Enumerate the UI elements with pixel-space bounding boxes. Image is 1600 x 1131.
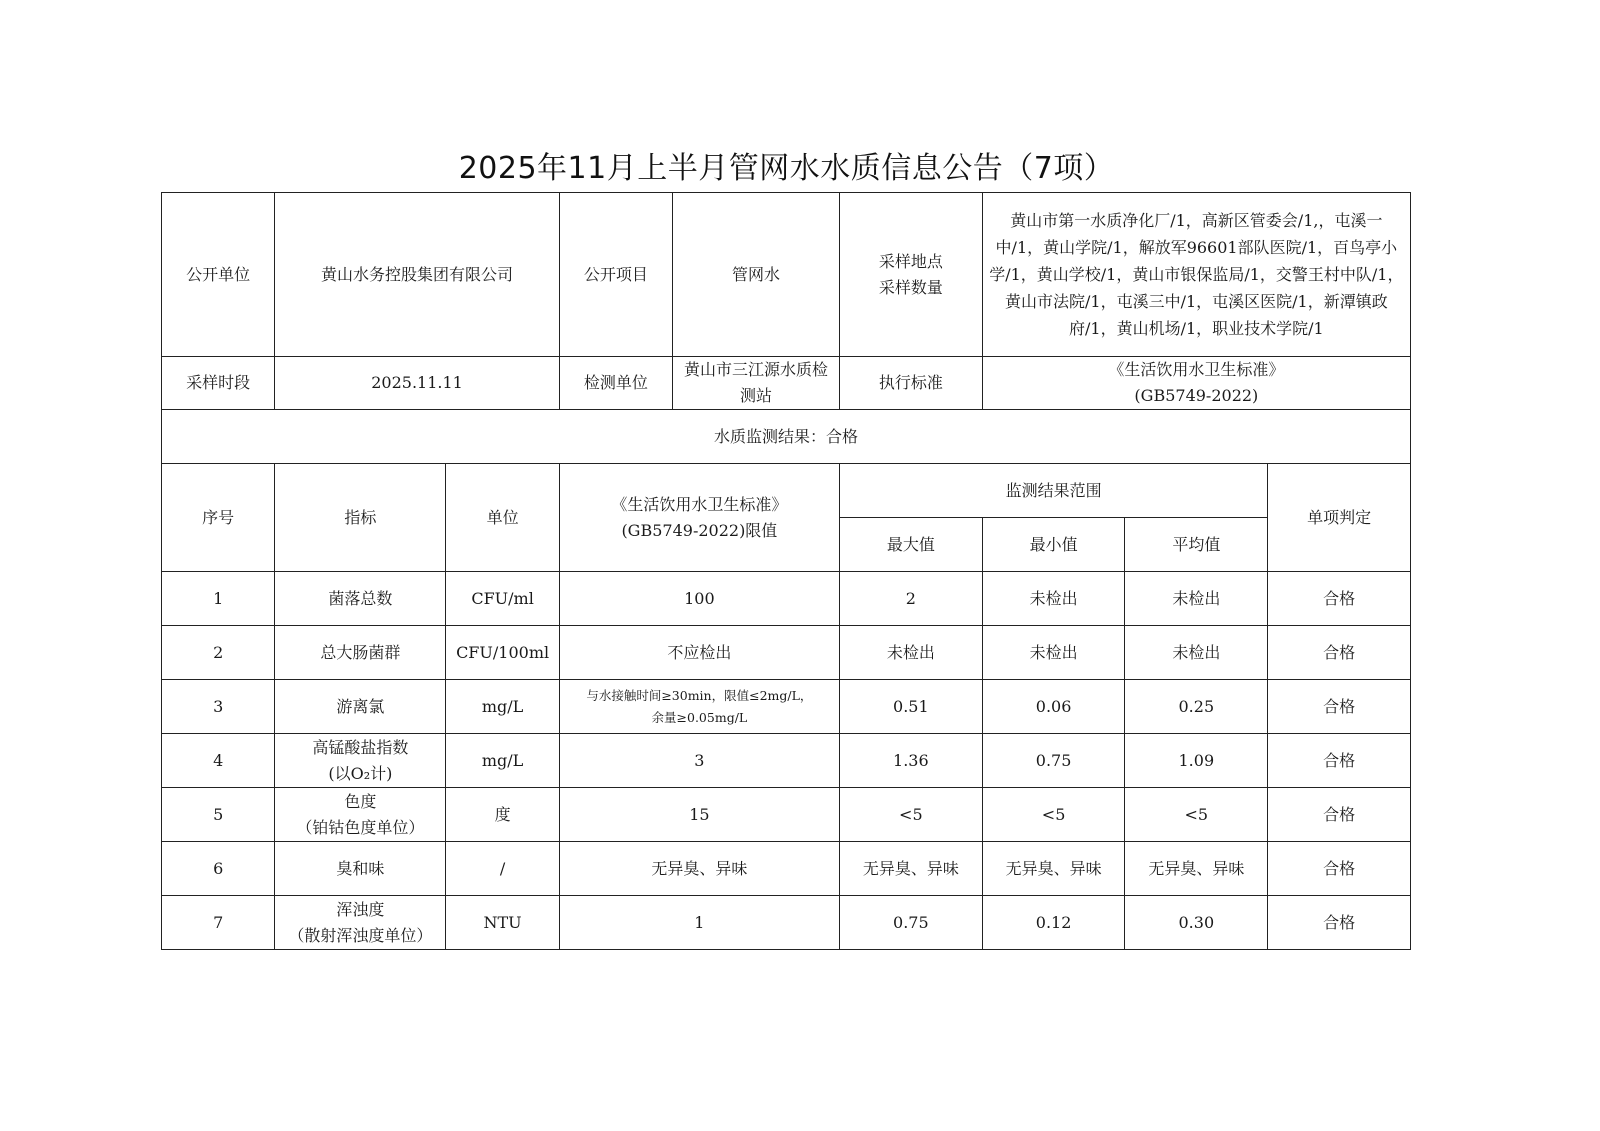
row-judgement: 合格: [1268, 734, 1411, 788]
row-avg: 0.30: [1125, 896, 1268, 950]
item-label: 公开项目: [559, 193, 672, 357]
water-quality-table: [161, 192, 1411, 950]
row-limit-line1: 不应检出: [667, 642, 732, 662]
row-max: 0.51: [839, 680, 982, 734]
row-no: 2: [162, 626, 275, 680]
col-judgement: 单项判定: [1268, 464, 1411, 572]
sampling-sites: 黄山市第一水质净化厂/1，高新区管委会/1,，屯溪一中/1，黄山学院/1，解放军96601部队医院/1，百鸟亭小学/1，黄山学校/1，黄山市银保监局/1，交警王村中队/1，黄山市法院/1，屯溪三中/1，屯溪区医院/1，新潭镇政府/1，黄山机场/1，职业技术学院/1: [982, 193, 1410, 357]
col-range: 监测结果范围: [839, 464, 1267, 518]
col-no: 序号: [162, 464, 275, 572]
row-unit: mg/L: [446, 680, 559, 734]
row-indicator-line1: 色度: [344, 791, 377, 811]
row-unit: CFU/ml: [446, 572, 559, 626]
row-indicator-line1: 总大肠菌群: [320, 642, 401, 662]
row-unit: mg/L: [446, 734, 559, 788]
row-judgement: 合格: [1268, 842, 1411, 896]
row-indicator: [275, 680, 446, 734]
row-limit-line2: 余量≥0.05mg/L: [651, 709, 748, 725]
table-row: [162, 680, 1411, 734]
row-limit: [559, 896, 839, 950]
row-avg: 1.09: [1125, 734, 1268, 788]
row-judgement: 合格: [1268, 572, 1411, 626]
sites-label-line2: 采样数量: [878, 277, 943, 297]
row-no: 6: [162, 842, 275, 896]
col-unit: 单位: [446, 464, 559, 572]
table-row: [162, 626, 1411, 680]
row-indicator-line2: (以O₂计): [328, 763, 393, 783]
row-judgement: 合格: [1268, 896, 1411, 950]
row-no: 7: [162, 896, 275, 950]
row-indicator-line1: 高锰酸盐指数: [312, 737, 409, 757]
row-unit: CFU/100ml: [446, 626, 559, 680]
col-avg: 平均值: [1125, 518, 1268, 572]
row-indicator-line1: 游离氯: [336, 696, 385, 716]
sites-label: [839, 193, 982, 357]
table-row: [162, 572, 1411, 626]
lab-label: 检测单位: [559, 357, 672, 410]
row-judgement: 合格: [1268, 626, 1411, 680]
publisher-value: 黄山水务控股集团有限公司: [275, 193, 559, 357]
row-judgement: 合格: [1268, 788, 1411, 842]
standard-label: 执行标准: [839, 357, 982, 410]
standard-line1: 《生活饮用水卫生标准》: [1108, 360, 1285, 379]
row-avg: 0.25: [1125, 680, 1268, 734]
row-indicator: [275, 626, 446, 680]
period-value: 2025.11.11: [275, 357, 559, 410]
row-limit-line1: 15: [689, 804, 710, 824]
row-indicator-line2: （散射浑浊度单位）: [288, 925, 433, 945]
item-value: 管网水: [673, 193, 840, 357]
row-indicator-line1: 臭和味: [336, 858, 385, 878]
row-min: 未检出: [982, 626, 1125, 680]
row-max: 1.36: [839, 734, 982, 788]
row-limit: [559, 788, 839, 842]
row-indicator-line1: 浑浊度: [336, 899, 385, 919]
row-no: 3: [162, 680, 275, 734]
lab-value: 黄山市三江源水质检测站: [673, 357, 840, 410]
page-title: 2025年11月上半月管网水水质信息公告（7项）: [458, 151, 1115, 186]
col-limit: [559, 464, 839, 572]
row-limit-line1: 3: [694, 750, 705, 770]
row-min: 0.06: [982, 680, 1125, 734]
row-limit-line1: 与水接触时间≥30min，限值≤2mg/L，: [586, 687, 813, 703]
table-row: [162, 896, 1411, 950]
row-no: 4: [162, 734, 275, 788]
row-indicator: [275, 896, 446, 950]
row-indicator-line2: （铂钴色度单位）: [296, 817, 425, 837]
row-avg: 无异臭、异味: [1125, 842, 1268, 896]
row-min: 无异臭、异味: [982, 842, 1125, 896]
row-limit-line1: 100: [684, 588, 715, 608]
table-row: [162, 788, 1411, 842]
row-min: 0.12: [982, 896, 1125, 950]
row-judgement: 合格: [1268, 680, 1411, 734]
row-limit-line1: 无异臭、异味: [651, 858, 748, 878]
row-limit: [559, 734, 839, 788]
row-indicator-line1: 菌落总数: [328, 588, 393, 608]
row-max: 无异臭、异味: [839, 842, 982, 896]
row-indicator: [275, 788, 446, 842]
row-avg: 未检出: [1125, 572, 1268, 626]
col-indicator: 指标: [275, 464, 446, 572]
period-label: 采样时段: [162, 357, 275, 410]
row-limit: [559, 572, 839, 626]
row-max: 未检出: [839, 626, 982, 680]
row-limit: [559, 626, 839, 680]
row-indicator: [275, 572, 446, 626]
row-unit: 度: [446, 788, 559, 842]
col-min: 最小值: [982, 518, 1125, 572]
standard-value: [982, 357, 1410, 410]
row-avg: <5: [1125, 788, 1268, 842]
monitoring-result: 水质监测结果：合格: [162, 410, 1411, 464]
row-unit: /: [446, 842, 559, 896]
row-no: 5: [162, 788, 275, 842]
row-limit-line1: 1: [694, 912, 705, 932]
row-indicator: [275, 734, 446, 788]
col-limit-line1: 《生活饮用水卫生标准》: [611, 494, 788, 514]
table-row: [162, 842, 1411, 896]
row-max: <5: [839, 788, 982, 842]
col-limit-line2: (GB5749-2022)限值: [621, 520, 778, 540]
standard-line2: (GB5749-2022): [1134, 386, 1259, 405]
row-max: 0.75: [839, 896, 982, 950]
row-min: 0.75: [982, 734, 1125, 788]
publisher-label: 公开单位: [162, 193, 275, 357]
row-unit: NTU: [446, 896, 559, 950]
row-max: 2: [839, 572, 982, 626]
row-limit: [559, 680, 839, 734]
row-min: <5: [982, 788, 1125, 842]
data-rows: [162, 572, 1411, 950]
col-max: 最大值: [839, 518, 982, 572]
row-min: 未检出: [982, 572, 1125, 626]
row-limit: [559, 842, 839, 896]
row-no: 1: [162, 572, 275, 626]
table-row: [162, 734, 1411, 788]
row-indicator: [275, 842, 446, 896]
sites-label-line1: 采样地点: [878, 251, 943, 271]
row-avg: 未检出: [1125, 626, 1268, 680]
